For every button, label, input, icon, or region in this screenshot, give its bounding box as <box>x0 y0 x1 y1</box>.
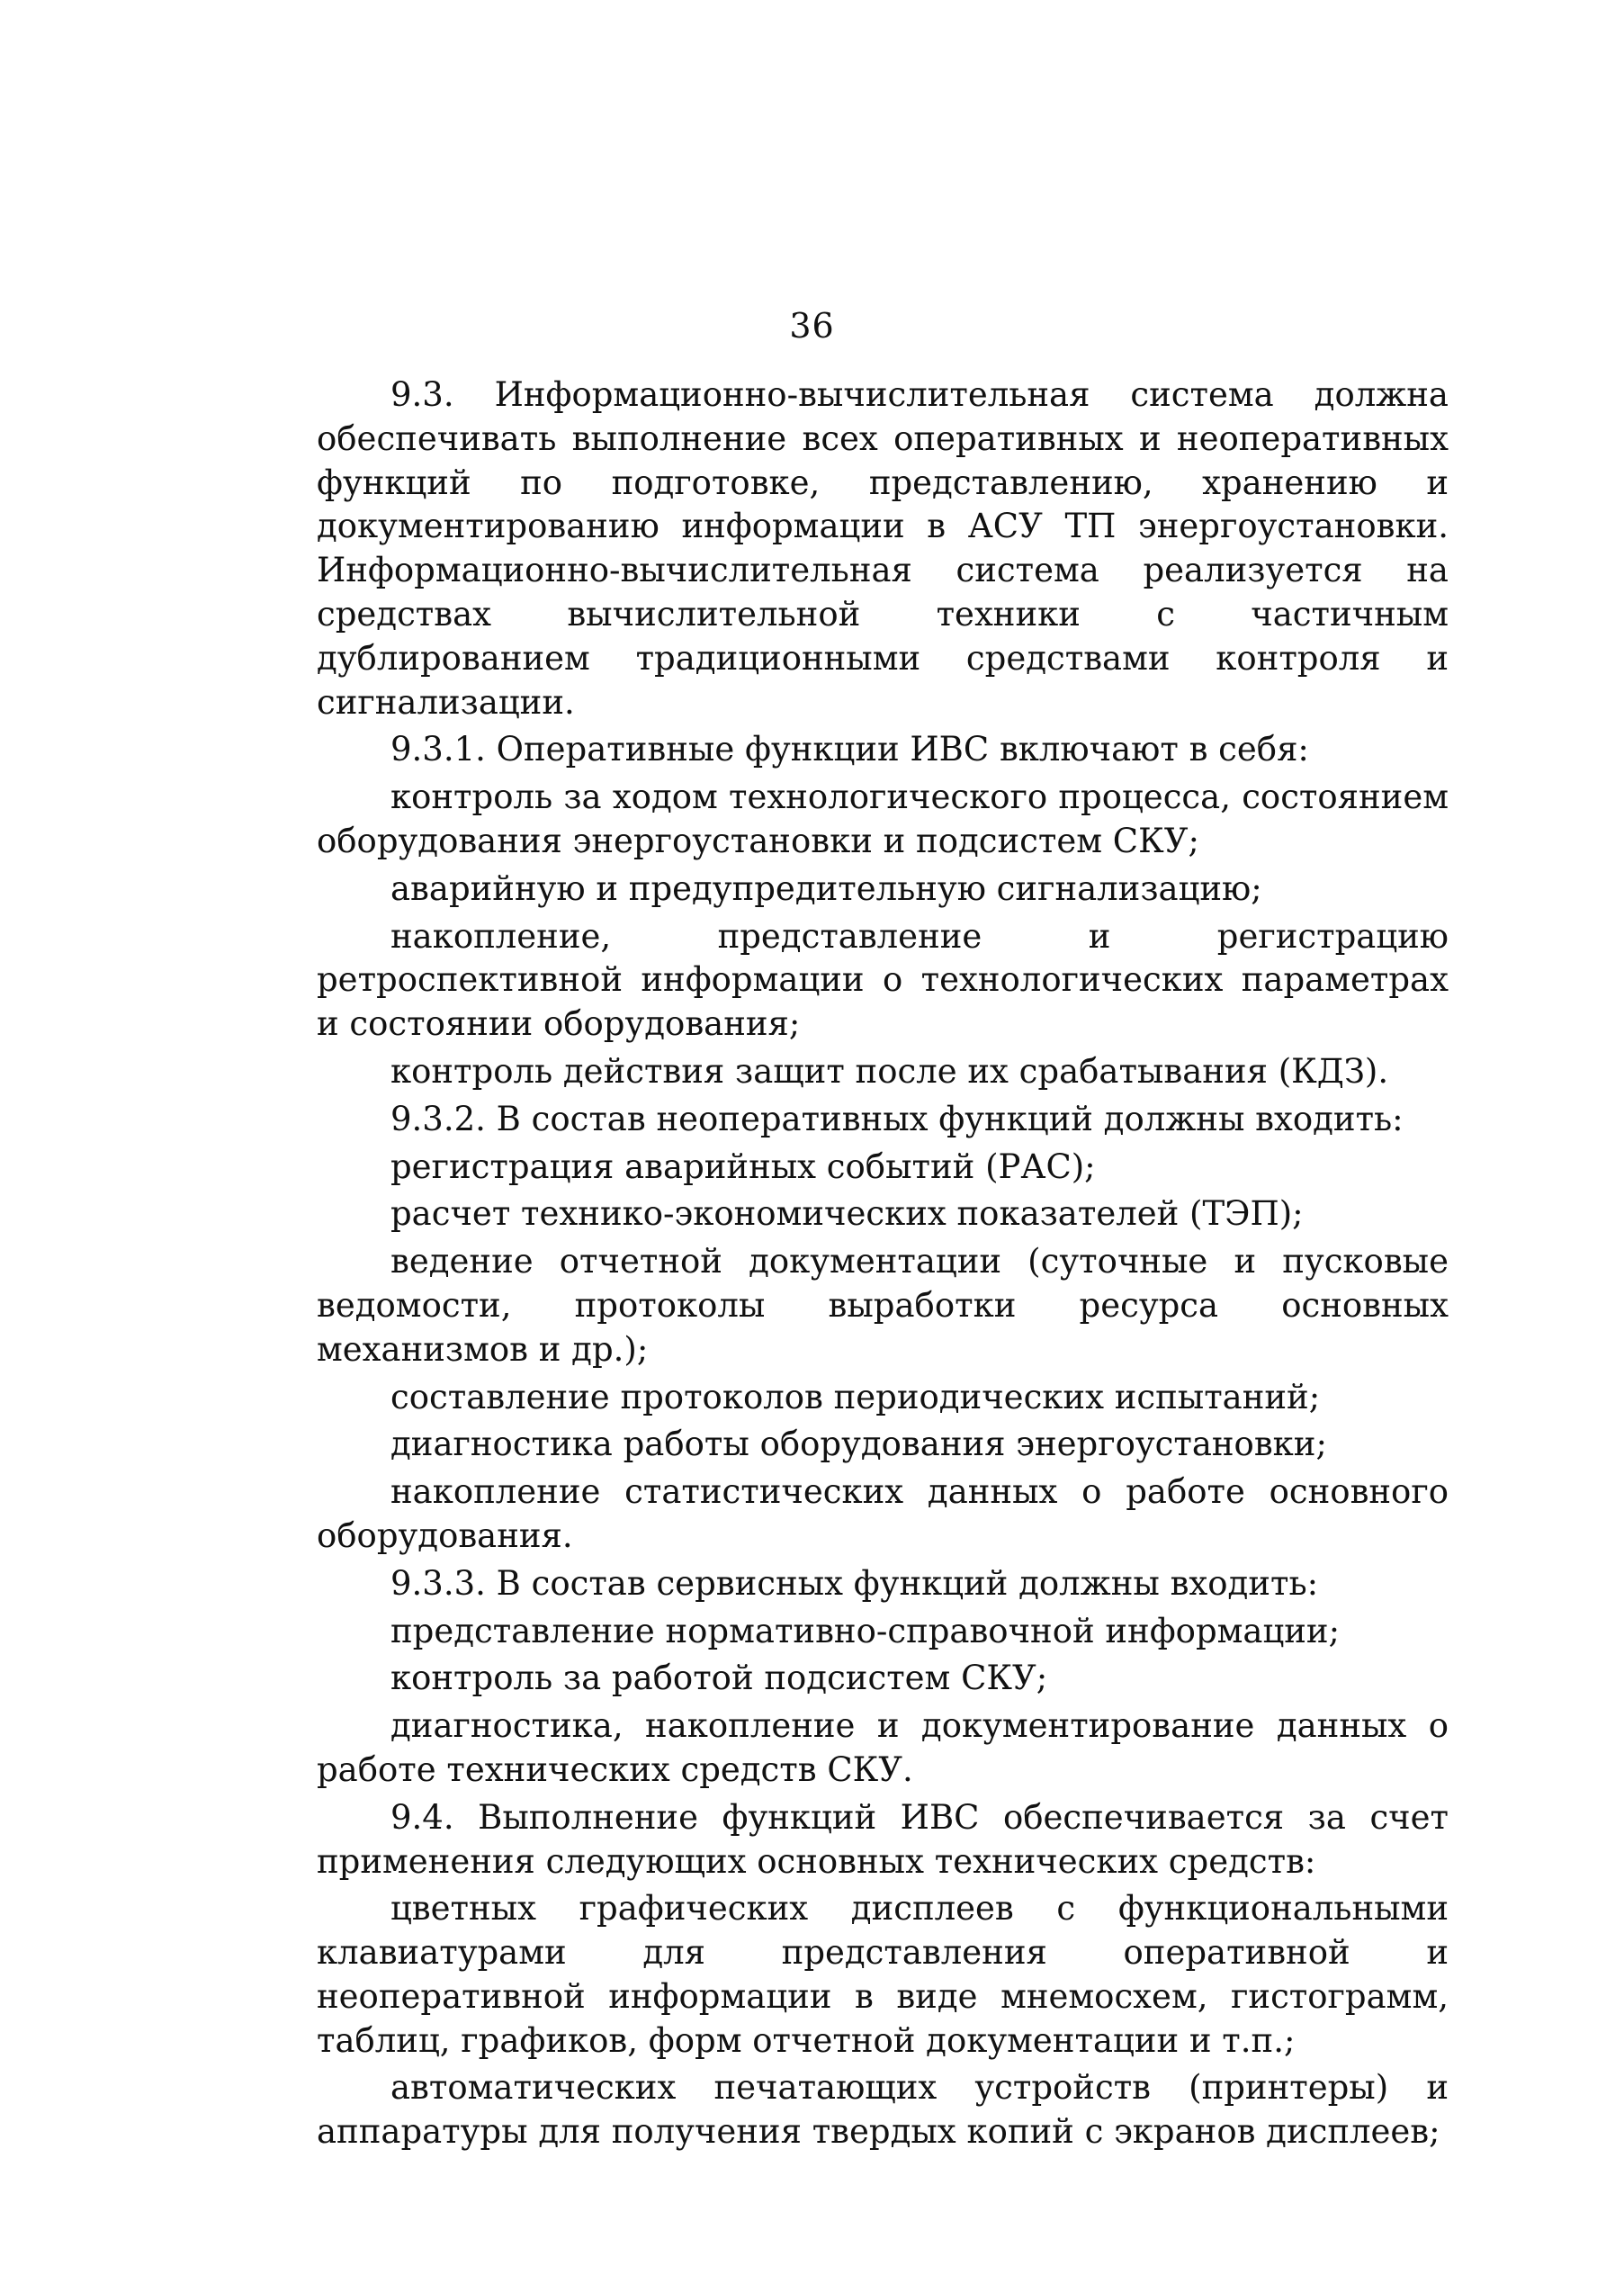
list-item: накопление статистических данных о работе основного оборудования. <box>317 1472 1449 1555</box>
list-item: расчет технико-экономических показателей (ТЭП); <box>390 1194 1304 1234</box>
paragraph-9-3: 9.3. Информационно-вычислительная система должна обеспечивать выполнение всех оперативных и неоперативных функций по подготовке, представлению, хранению и документированию информации в АСУ ТП энергоустановки. Информационно-вычислительная система реализуется на средствах вычислительной техники с частичным дублированием традиционными средствами контроля и сигнализации. <box>317 375 1449 722</box>
list-item: контроль действия защит после их срабатывания (КДЗ). <box>390 1051 1389 1091</box>
paragraph-9-3-1: 9.3.1. Оперативные функции ИВС включают в себя: <box>390 730 1309 769</box>
document-body <box>317 373 1449 2158</box>
list-item: контроль за работой подсистем СКУ; <box>390 1659 1048 1698</box>
list-item: цветных графических дисплеев с функциональными клавиатурами для представления оперативной и неоперативной информации в виде мнемосхем, гистограмм, таблиц, графиков, форм отчетной документации и т.п.; <box>317 1889 1449 2060</box>
list-item: диагностика работы оборудования энергоустановки; <box>390 1425 1327 1464</box>
list-item: диагностика, накопление и документирование данных о работе технических средств СКУ. <box>317 1706 1449 1789</box>
list-item: ведение отчетной документации (суточные и пусковые ведомости, протоколы выработки ресурса основных механизмов и др.); <box>317 1242 1449 1369</box>
list-item: регистрация аварийных событий (РАС); <box>390 1146 1096 1186</box>
list-item: накопление, представление и регистрацию ретроспективной информации о технологических параметрах и состоянии оборудования; <box>317 916 1449 1044</box>
list-item: представление нормативно-справочной информации; <box>390 1611 1341 1650</box>
list-item: аварийную и предупредительную сигнализацию; <box>390 868 1262 908</box>
list-item: автоматических печатающих устройств (принтеры) и аппаратуры для получения твердых копий с экранов дисплеев; <box>317 2068 1449 2152</box>
paragraph-9-4: 9.4. Выполнение функций ИВС обеспечивается за счет применения следующих основных технических средств: <box>317 1797 1449 1881</box>
page-number: 36 <box>789 306 835 346</box>
paragraph-9-3-2: 9.3.2. В состав неоперативных функций должны входить: <box>390 1099 1404 1138</box>
list-item: составление протоколов периодических испытаний; <box>390 1377 1321 1416</box>
list-item: контроль за ходом технологического процесса, состоянием оборудования энергоустановки и подсистем СКУ; <box>317 778 1449 860</box>
paragraph-9-3-3: 9.3.3. В состав сервисных функций должны входить: <box>390 1563 1319 1603</box>
